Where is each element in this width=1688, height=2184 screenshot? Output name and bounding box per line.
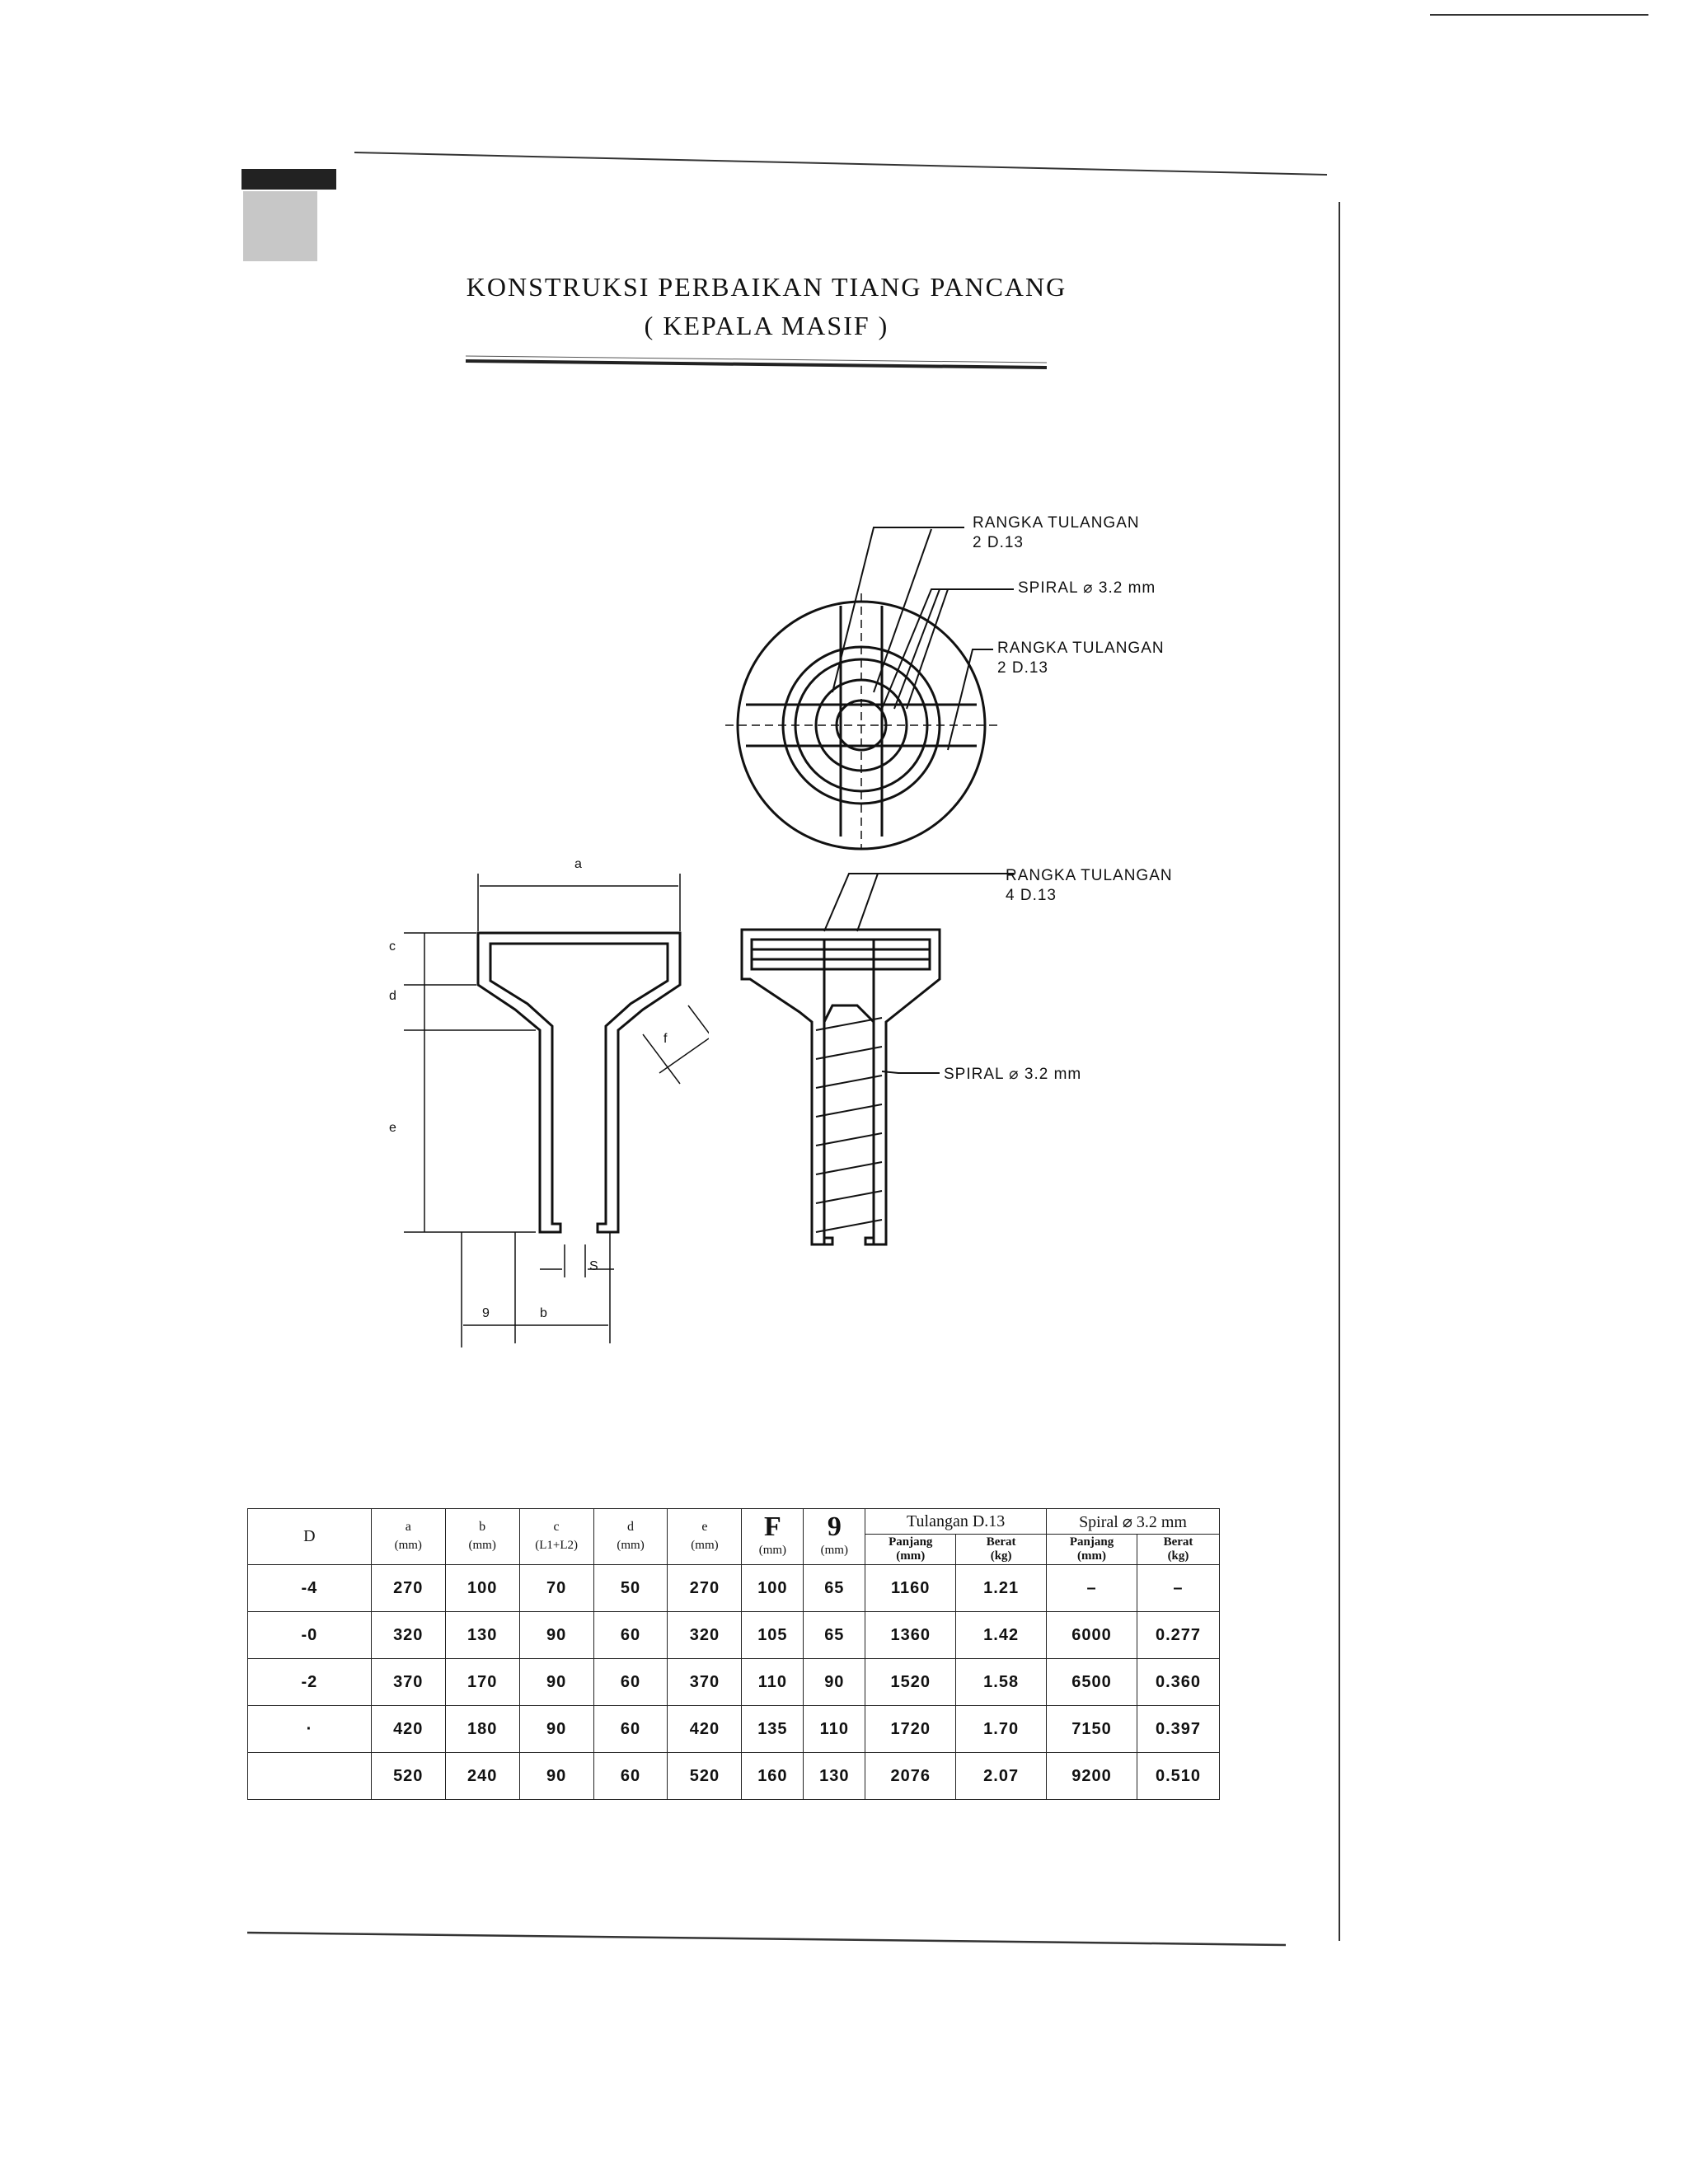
plan-label-rangka-mid: RANGKA TULANGAN (997, 640, 1165, 657)
cell-d: -4 (248, 1565, 372, 1612)
table-row (248, 1612, 1220, 1659)
cell-spiral-panjang: 9200 (1047, 1753, 1137, 1800)
dim-f: f (663, 1032, 668, 1046)
cell-dd: 60 (593, 1753, 668, 1800)
cell-a: 320 (371, 1612, 445, 1659)
plan-view-drawing (709, 503, 1236, 857)
cell-spiral-panjang: – (1047, 1565, 1137, 1612)
cell-tulangan-panjang: 2076 (865, 1753, 956, 1800)
table-row (248, 1659, 1220, 1706)
subheader-tulangan-panjang: Panjang (mm) (865, 1535, 956, 1565)
header-tulangan: Tulangan D.13 (865, 1509, 1047, 1535)
table-header-row-1 (248, 1509, 1220, 1535)
dim-g: 9 (482, 1306, 490, 1320)
cell-spiral-panjang: 6500 (1047, 1659, 1137, 1706)
table-row (248, 1565, 1220, 1612)
cell-a: 370 (371, 1659, 445, 1706)
cell-b: 180 (445, 1706, 519, 1753)
cell-dd: 60 (593, 1612, 668, 1659)
subheader-spiral-panjang: Panjang (mm) (1047, 1535, 1137, 1565)
header-b: b (mm) (445, 1509, 519, 1565)
header-g: 9 (mm) (804, 1509, 865, 1565)
cell-f: 160 (742, 1753, 804, 1800)
header-e: e (mm) (668, 1509, 742, 1565)
cell-c: 90 (519, 1753, 593, 1800)
cell-e: 420 (668, 1706, 742, 1753)
cell-c: 90 (519, 1659, 593, 1706)
cell-tulangan-berat: 1.70 (956, 1706, 1047, 1753)
scan-mark (241, 169, 336, 190)
plan-label-rangka-top: RANGKA TULANGAN (973, 514, 1140, 532)
plan-label-rangka-mid-qty: 2 D.13 (997, 659, 1048, 677)
cell-g: 65 (804, 1565, 865, 1612)
cell-a: 270 (371, 1565, 445, 1612)
cell-tulangan-berat: 1.21 (956, 1565, 1047, 1612)
cell-spiral-berat: 0.360 (1137, 1659, 1219, 1706)
cell-tulangan-panjang: 1360 (865, 1612, 956, 1659)
cell-dd: 50 (593, 1565, 668, 1612)
cell-c: 90 (519, 1706, 593, 1753)
cell-spiral-berat: 0.510 (1137, 1753, 1219, 1800)
plan-label-rangka-top-qty: 2 D.13 (973, 534, 1024, 551)
cell-e: 320 (668, 1612, 742, 1659)
cell-tulangan-panjang: 1520 (865, 1659, 956, 1706)
cell-spiral-panjang: 7150 (1047, 1706, 1137, 1753)
section-label-spiral: SPIRAL ⌀ 3.2 mm (944, 1066, 1082, 1083)
header-dd: d (mm) (593, 1509, 668, 1565)
cell-tulangan-berat: 1.58 (956, 1659, 1047, 1706)
cell-spiral-panjang: 6000 (1047, 1612, 1137, 1659)
header-c: c (L1+L2) (519, 1509, 593, 1565)
cell-dd: 60 (593, 1659, 668, 1706)
dim-a: a (574, 857, 582, 871)
cell-d: -0 (248, 1612, 372, 1659)
cell-d (248, 1753, 372, 1800)
cell-c: 90 (519, 1612, 593, 1659)
cell-tulangan-berat: 2.07 (956, 1753, 1047, 1800)
cell-a: 520 (371, 1753, 445, 1800)
table-row (248, 1753, 1220, 1800)
cell-dd: 60 (593, 1706, 668, 1753)
cell-b: 240 (445, 1753, 519, 1800)
reinforcement-section-drawing (734, 857, 1195, 1269)
cell-f: 110 (742, 1659, 804, 1706)
cell-f: 135 (742, 1706, 804, 1753)
cell-e: 270 (668, 1565, 742, 1612)
cell-g: 90 (804, 1659, 865, 1706)
header-f: F (mm) (742, 1509, 804, 1565)
dim-d: d (389, 989, 396, 1003)
cell-b: 130 (445, 1612, 519, 1659)
cell-e: 520 (668, 1753, 742, 1800)
cell-spiral-berat: 0.277 (1137, 1612, 1219, 1659)
drawing-title (462, 272, 1071, 341)
title-line-2: ( KEPALA MASIF ) (644, 311, 889, 340)
subheader-spiral-berat: Berat (kg) (1137, 1535, 1219, 1565)
dimension-table (247, 1508, 1220, 1800)
cell-spiral-berat: – (1137, 1565, 1219, 1612)
plan-label-spiral: SPIRAL ⌀ 3.2 mm (1018, 579, 1156, 597)
cell-tulangan-panjang: 1160 (865, 1565, 956, 1612)
header-a: a (mm) (371, 1509, 445, 1565)
cell-d: · (248, 1706, 372, 1753)
cell-g: 65 (804, 1612, 865, 1659)
dim-c: c (389, 940, 396, 954)
header-spiral: Spiral ⌀ 3.2 mm (1047, 1509, 1220, 1535)
cell-a: 420 (371, 1706, 445, 1753)
dim-e: e (389, 1121, 396, 1135)
dim-s: S (589, 1259, 598, 1273)
cell-b: 170 (445, 1659, 519, 1706)
title-line-1: KONSTRUKSI PERBAIKAN TIANG PANCANG (466, 272, 1067, 302)
cell-f: 100 (742, 1565, 804, 1612)
cell-g: 110 (804, 1706, 865, 1753)
header-d: D (248, 1509, 372, 1565)
cell-c: 70 (519, 1565, 593, 1612)
cell-b: 100 (445, 1565, 519, 1612)
table-row (248, 1706, 1220, 1753)
cell-f: 105 (742, 1612, 804, 1659)
cell-g: 130 (804, 1753, 865, 1800)
cell-tulangan-berat: 1.42 (956, 1612, 1047, 1659)
subheader-tulangan-berat: Berat (kg) (956, 1535, 1047, 1565)
cell-spiral-berat: 0.397 (1137, 1706, 1219, 1753)
section-label-rangka: RANGKA TULANGAN (1006, 867, 1173, 884)
section-profile-drawing (379, 857, 709, 1352)
dim-b: b (540, 1306, 547, 1320)
cell-tulangan-panjang: 1720 (865, 1706, 956, 1753)
cell-e: 370 (668, 1659, 742, 1706)
cell-d: -2 (248, 1659, 372, 1706)
section-label-rangka-qty: 4 D.13 (1006, 887, 1057, 904)
